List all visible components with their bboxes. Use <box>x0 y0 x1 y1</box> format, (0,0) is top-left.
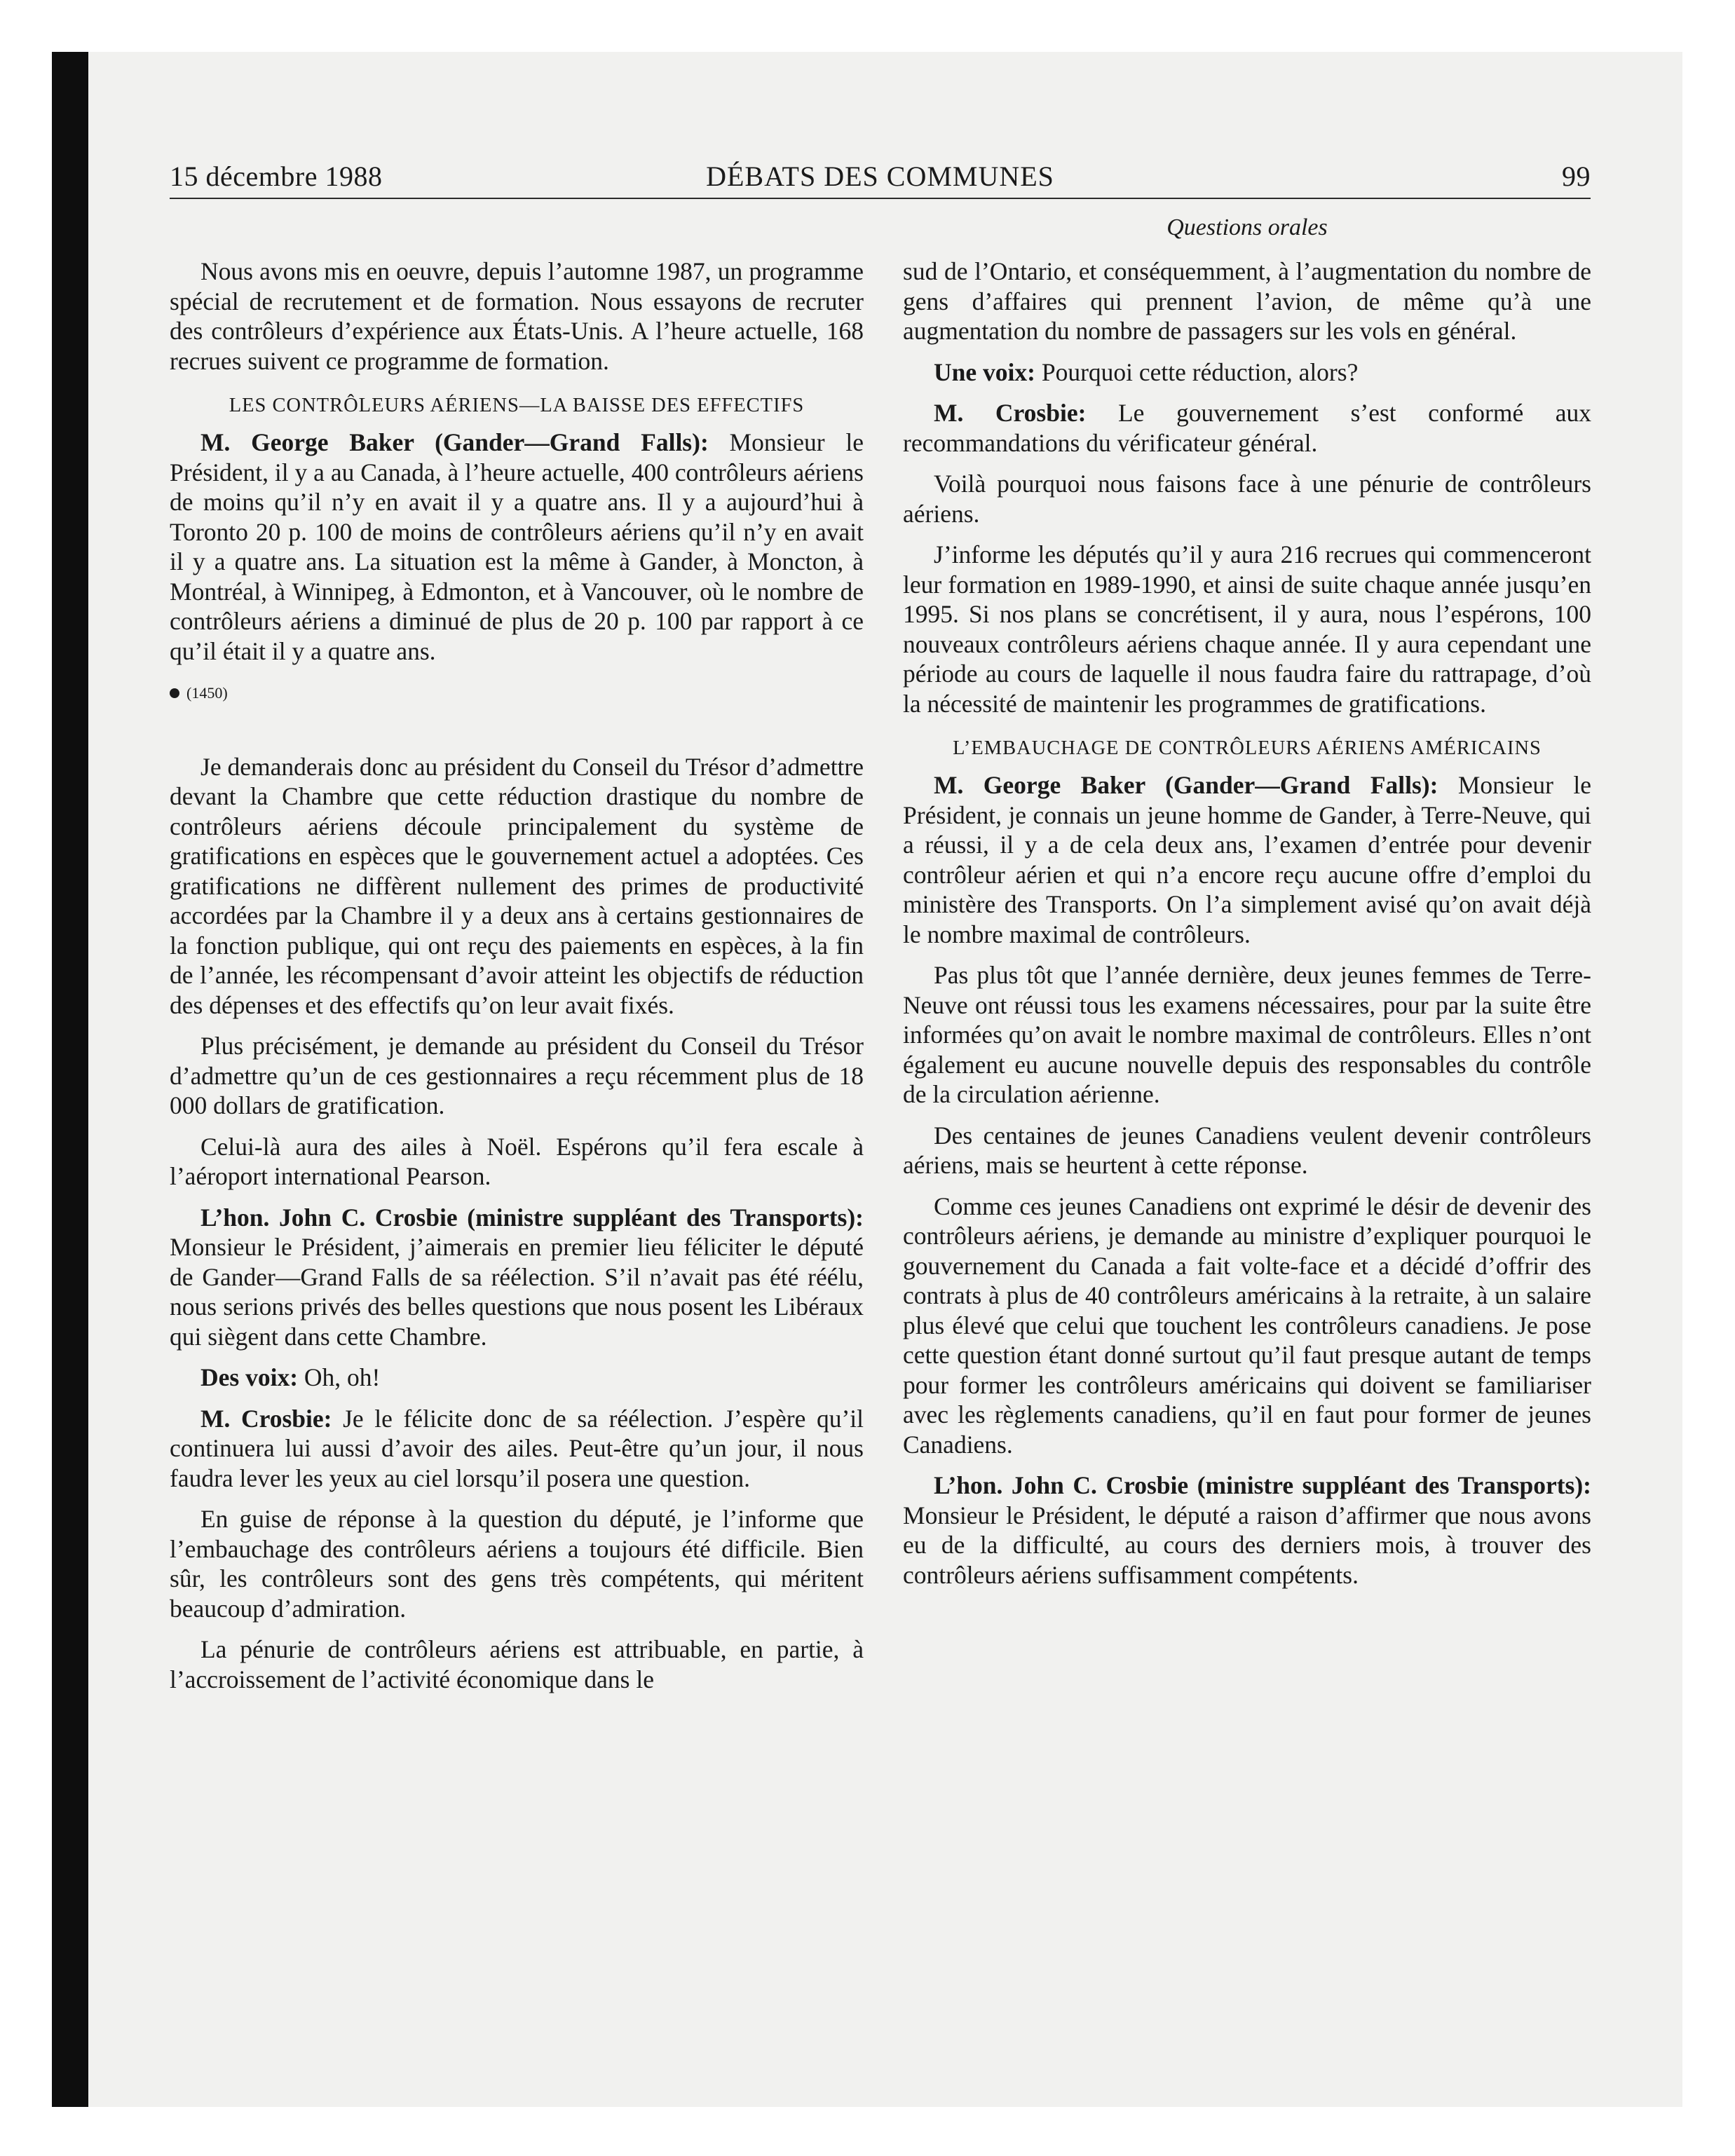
speech-text: Monsieur le Président, le député a raison d’affirmer que nous avons eu de la difficulté, au cours des derniers mois, à trouver des contrôleurs aériens suffisamment compétents. <box>903 1501 1591 1589</box>
section-heading: LES CONTRÔLEURS AÉRIENS—LA BAISSE DES EFFECTIFS <box>229 395 805 416</box>
paragraph: Pas plus tôt que l’année dernière, deux jeunes femmes de Terre-Neuve ont réussi tous les examens nécessaires, pour par la suite être informées qu’on avait le nombre maximal de contrôleurs. Elles n’ont également eu aucune nouvelle depuis des responsables du contrôle de la circulation aérienne. <box>903 961 1591 1108</box>
paragraph: Plus précisément, je demande au président du Conseil du Trésor d’admettre qu’un de ces gestionnaires a reçu récemment plus de 18 000 dollars de gratification. <box>170 1032 864 1119</box>
right-column <box>903 257 1591 1601</box>
paragraph: Nous avons mis en oeuvre, depuis l’automne 1987, un programme spécial de recrutement et de formation. Nous essayons de recruter des contrôleurs d’expérience aux États-Unis. A l’heure actuelle, 168 recrues suivent ce programme de formation. <box>170 257 864 375</box>
paragraph <box>170 1363 864 1393</box>
time-marker-text: (1450) <box>186 684 228 702</box>
speech-text: Pourquoi cette réduction, alors? <box>1035 357 1359 386</box>
speaker: L’hon. John C. Crosbie (ministre suppléant des Transports): <box>200 1203 864 1231</box>
paragraph: sud de l’Ontario, et conséquemment, à l’augmentation du nombre de gens d’affaires qui prennent l’avion, de même qu’à une augmentation du nombre de passagers sur les vols en général. <box>903 257 1591 345</box>
paragraph: Comme ces jeunes Canadiens ont exprimé le désir de devenir des contrôleurs aériens, je demande au ministre d’expliquer pourquoi le gouvernement du Canada a fait volte-face et a décidé d’offrir des contrats à plus de 40 contrôleurs américains à la retraite, à un salaire plus élevé que celui que touchent les contrôleurs canadiens. Je pose cette question étant donné surtout qu’il faut presque autant de temps pour former les contrôleurs américains qui doivent se familiariser avec les règlements canadiens, qu’il en faut pour former de jeunes Canadiens. <box>903 1192 1591 1459</box>
speaker: M. George Baker (Gander—Grand Falls): <box>934 771 1438 799</box>
section-heading: L’EMBAUCHAGE DE CONTRÔLEURS AÉRIENS AMÉRICAINS <box>953 737 1542 759</box>
paragraph: La pénurie de contrôleurs aériens est attribuable, en partie, à l’accroissement de l’activité économique dans le <box>170 1635 864 1693</box>
speaker: Une voix: <box>934 357 1035 386</box>
speaker: Des voix: <box>200 1363 299 1391</box>
page-content <box>52 52 1682 2107</box>
paragraph: Des centaines de jeunes Canadiens veulent devenir contrôleurs aériens, mais se heurtent à cette réponse. <box>903 1121 1591 1179</box>
speaker: M. George Baker (Gander—Grand Falls): <box>200 428 709 456</box>
paragraph <box>903 770 1591 949</box>
speech-text: Oh, oh! <box>298 1363 381 1391</box>
section-subheading: Questions orales <box>1166 214 1328 240</box>
speaker: M. Crosbie: <box>934 399 1087 427</box>
paragraph: Je demanderais donc au président du Conseil du Trésor d’admettre devant la Chambre que cette réduction drastique du nombre de contrôleurs aériens découle principalement du système de gratifications en espèces que le gouvernement actuel a adoptées. Ces gratifications ne diffèrent nullement des primes de productivité accordées par la Chambre il y a deux ans à certains gestionnaires de la fonction publique, qui ont reçu des paiements en espèces, à la fin de l’année, les récompensant d’avoir atteint les objectifs de réduction des dépenses et des effectifs qu’on leur avait fixés. <box>170 752 864 1019</box>
paragraph <box>170 428 864 666</box>
header-rule <box>170 198 1591 199</box>
running-header <box>170 160 1591 202</box>
paragraph <box>903 398 1591 458</box>
speaker: L’hon. John C. Crosbie (ministre suppléant des Transports): <box>934 1471 1591 1499</box>
paragraph <box>903 1471 1591 1590</box>
paragraph: Celui-là aura des ailes à Noël. Espérons qu’il fera escale à l’aéroport international Pearson. <box>170 1132 864 1190</box>
time-marker <box>170 678 864 709</box>
speech-text: Monsieur le Président, j’aimerais en premier lieu féliciter le député de Gander—Grand Falls de sa réélection. S’il n’avait pas été réélu, nous serions privés des belles questions que nous posent les Libéraux qui siègent dans cette Chambre. <box>170 1233 864 1351</box>
speech-text: Je le félicite donc de sa réélection. J’espère qu’il continuera lui aussi d’avoir des ailes. Peut-être qu’un jour, il nous faudra lever les yeux au ciel lorsqu’il posera une question. <box>170 1404 864 1492</box>
paragraph <box>903 357 1591 388</box>
paragraph: Voilà pourquoi nous faisons face à une pénurie de contrôleurs aériens. <box>903 470 1591 528</box>
speech-text: Monsieur le Président, il y a au Canada, à l’heure actuelle, 400 contrôleurs aériens de moins qu’il n’y en avait il y a quatre ans. Il y a aujourd’hui à Toronto 20 p. 100 de moins de contrôleurs aériens qu’il n’y en avait il y a quatre ans. La situation est la même à Gander, à Moncton, à Montréal, à Winnipeg, à Edmonton, et à Vancouver, où le nombre de contrôleurs aériens a diminué de plus de 20 p. 100 par rapport à ce qu’il était il y a quatre ans. <box>170 428 864 665</box>
speaker: M. Crosbie: <box>200 1404 332 1433</box>
paragraph: J’informe les députés qu’il y aura 216 recrues qui commenceront leur formation en 1989-1990, et ainsi de suite chaque année jusqu’en 1995. Si nos plans se concrétisent, il y aura, nous l’espérons, 100 nouveaux contrôleurs aériens chaque année. Il y aura cependant une période au cours de laquelle il nous faudra faire du rattrapage, d’où la nécessité de maintenir les programmes de gratifications. <box>903 540 1591 718</box>
header-title: DÉBATS DES COMMUNES <box>706 161 1054 192</box>
header-date: 15 décembre 1988 <box>170 161 383 192</box>
paragraph <box>170 1203 864 1352</box>
speech-text: Monsieur le Président, je connais un jeune homme de Gander, à Terre-Neuve, qui a réussi, il y a de cela deux ans, l’examen d’entrée pour devenir contrôleur aérien et qui n’a encore reçu aucune offre d’emploi du ministère des Transports. On l’a simplement avisé qu’on avait déjà le nombre maximal de contrôleurs. <box>903 771 1591 948</box>
page-number: 99 <box>1562 161 1591 192</box>
paragraph <box>170 1404 864 1494</box>
paragraph: En guise de réponse à la question du député, je l’informe que l’embauchage des contrôleurs aériens a toujours été difficile. Bien sûr, les contrôleurs sont des gens très compétents, qui méritent beaucoup d’admiration. <box>170 1505 864 1623</box>
speech-text: Le gouvernement s’est conformé aux recommandations du vérificateur général. <box>903 399 1592 457</box>
scanned-page <box>52 52 1682 2107</box>
left-column <box>170 257 864 1705</box>
bullet-icon <box>170 688 179 698</box>
